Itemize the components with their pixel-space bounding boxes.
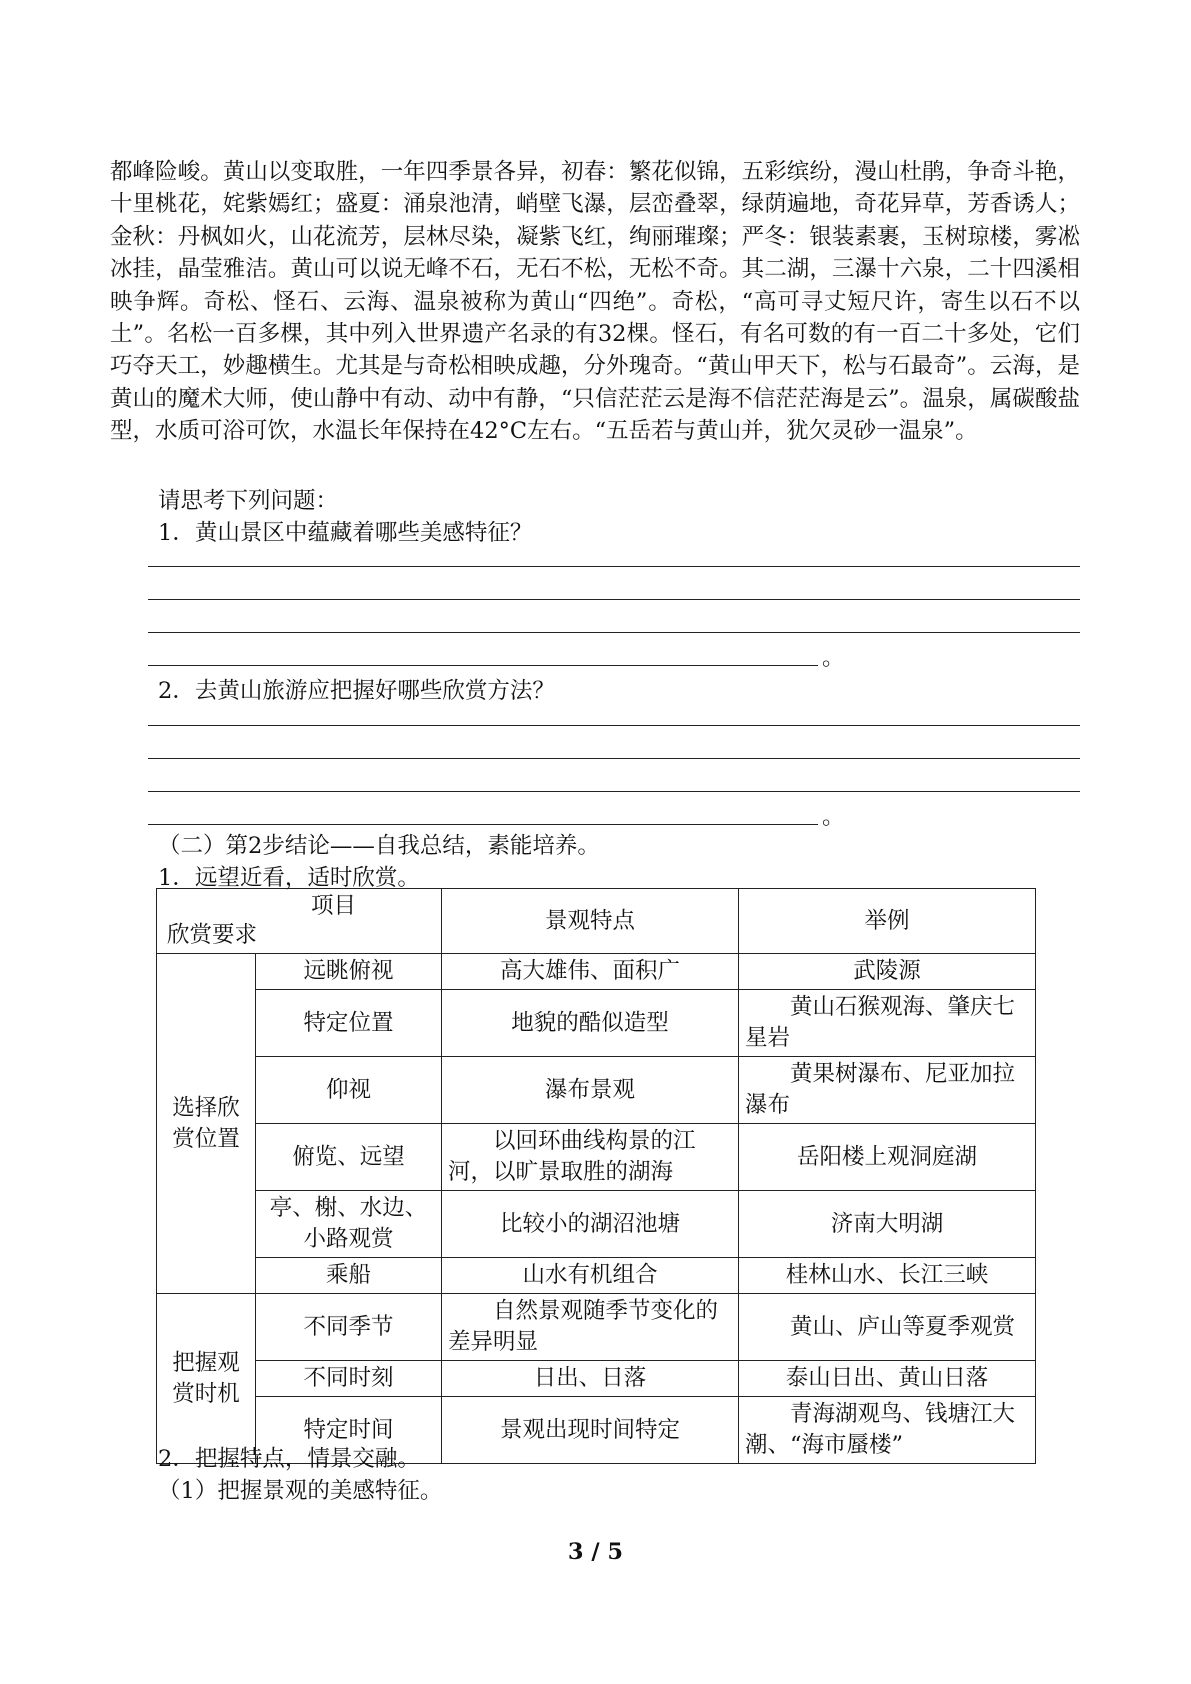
example-cell: 黄果树瀑布、尼亚加拉瀑布 (739, 1057, 1036, 1124)
feature-cell: 日出、日落 (442, 1361, 739, 1397)
header-item: 项目 (310, 893, 356, 919)
subheading-2-1: （1）把握景观的美感特征。 (158, 1478, 443, 1504)
method-cell: 亭、榭、水边、小路观赏 (256, 1191, 442, 1258)
answer-line (148, 599, 1080, 600)
subheading-1: 1．远望近看，适时欣赏。 (158, 865, 420, 891)
method-cell: 乘船 (256, 1258, 442, 1294)
table-row (157, 1258, 1036, 1294)
example-cell: 岳阳楼上观洞庭湖 (739, 1124, 1036, 1191)
method-cell: 不同时刻 (256, 1361, 442, 1397)
subheading-2: 2．把握特点，情景交融。 (158, 1446, 420, 1472)
feature-cell: 瀑布景观 (442, 1057, 739, 1124)
example-cell: 泰山日出、黄山日落 (739, 1361, 1036, 1397)
answer-end-mark: 。 (822, 804, 845, 830)
example-cell: 黄山石猴观海、肇庆七星岩 (739, 990, 1036, 1057)
method-cell: 不同季节 (256, 1294, 442, 1361)
group-select-position: 选择欣赏位置 (157, 954, 256, 1294)
table-row (157, 1361, 1036, 1397)
example-cell: 桂林山水、长江三峡 (739, 1258, 1036, 1294)
answer-line (148, 824, 818, 825)
feature-cell: 以回环曲线构景的江河，以旷景取胜的湖海 (442, 1124, 739, 1191)
method-cell: 特定位置 (256, 990, 442, 1057)
table-row (157, 1191, 1036, 1258)
table-row (157, 954, 1036, 990)
answer-line (148, 665, 818, 666)
example-cell: 青海湖观鸟、钱塘江大潮、“海市蜃楼” (739, 1397, 1036, 1464)
answer-line (148, 566, 1080, 567)
section-2-title: （二）第2步结论——自我总结，素能培养。 (158, 833, 600, 859)
answer-line (148, 632, 1080, 633)
appreciation-table (156, 888, 1036, 1464)
feature-cell: 自然景观随季节变化的差异明显 (442, 1294, 739, 1361)
example-cell: 黄山、庐山等夏季观赏 (739, 1294, 1036, 1361)
method-cell: 仰视 (256, 1057, 442, 1124)
answer-end-mark: 。 (822, 645, 845, 671)
group-timing: 把握观赏时机 (157, 1294, 256, 1464)
table-row (157, 1124, 1036, 1191)
header-features: 景观特点 (442, 889, 739, 954)
prompt-text: 请思考下列问题： (158, 488, 339, 514)
table-row (157, 990, 1036, 1057)
method-cell: 远眺俯视 (256, 954, 442, 990)
intro-paragraph: 都峰险峻。黄山以变取胜，一年四季景各异，初春：繁花似锦，五彩缤纷，漫山杜鹃，争奇斗艳，十里桃花，姹紫嫣红；盛夏：涌泉池清，峭壁飞瀑，层峦叠翠，绿荫遍地，奇花异草，芳香诱人；金秋：丹枫如火，山花流芳，层林尽染，凝紫飞红，绚丽璀璨；严冬：银装素裹，玉树琼楼，雾凇冰挂，晶莹雅洁。黄山可以说无峰不石，无石不松，无松不奇。其二湖，三瀑十六泉，二十四溪相映争辉。奇松、怪石、云海、温泉被称为黄山“四绝”。奇松，“高可寻丈短尺许，寄生以石不以土”。名松一百多棵，其中列入世界遗产名录的有32棵。怪石，有名可数的有一百二十多处，它们巧夺天工，妙趣横生。尤其是与奇松相映成趣，分外瑰奇。“黄山甲天下，松与石最奇”。云海，是黄山的魔术大师，使山静中有动、动中有静，“只信茫茫云是海不信茫茫海是云”。温泉，属碳酸盐型，水质可浴可饮，水温长年保持在42°C左右。“五岳若与黄山并，犹欠灵砂一温泉”。 (110, 159, 1080, 445)
feature-cell: 比较小的湖沼池塘 (442, 1191, 739, 1258)
method-cell: 俯览、远望 (256, 1124, 442, 1191)
method-cell: 特定时间 (256, 1397, 442, 1464)
feature-cell: 山水有机组合 (442, 1258, 739, 1294)
feature-cell: 地貌的酷似造型 (442, 990, 739, 1057)
question-2: 2．去黄山旅游应把握好哪些欣赏方法？ (158, 678, 555, 704)
example-cell: 济南大明湖 (739, 1191, 1036, 1258)
table-row (157, 1294, 1036, 1361)
header-corner-cell (157, 889, 442, 954)
feature-cell: 景观出现时间特定 (442, 1397, 739, 1464)
header-requirement: 欣赏要求 (167, 922, 258, 948)
answer-line (148, 725, 1080, 726)
feature-cell: 高大雄伟、面积广 (442, 954, 739, 990)
table-row (157, 1057, 1036, 1124)
table-header-row (157, 889, 1036, 954)
answer-line (148, 758, 1080, 759)
question-1: 1．黄山景区中蕴藏着哪些美感特征？ (158, 520, 533, 546)
page-number: 3 / 5 (567, 1539, 624, 1565)
example-cell: 武陵源 (739, 954, 1036, 990)
header-example: 举例 (739, 889, 1036, 954)
answer-line (148, 791, 1080, 792)
